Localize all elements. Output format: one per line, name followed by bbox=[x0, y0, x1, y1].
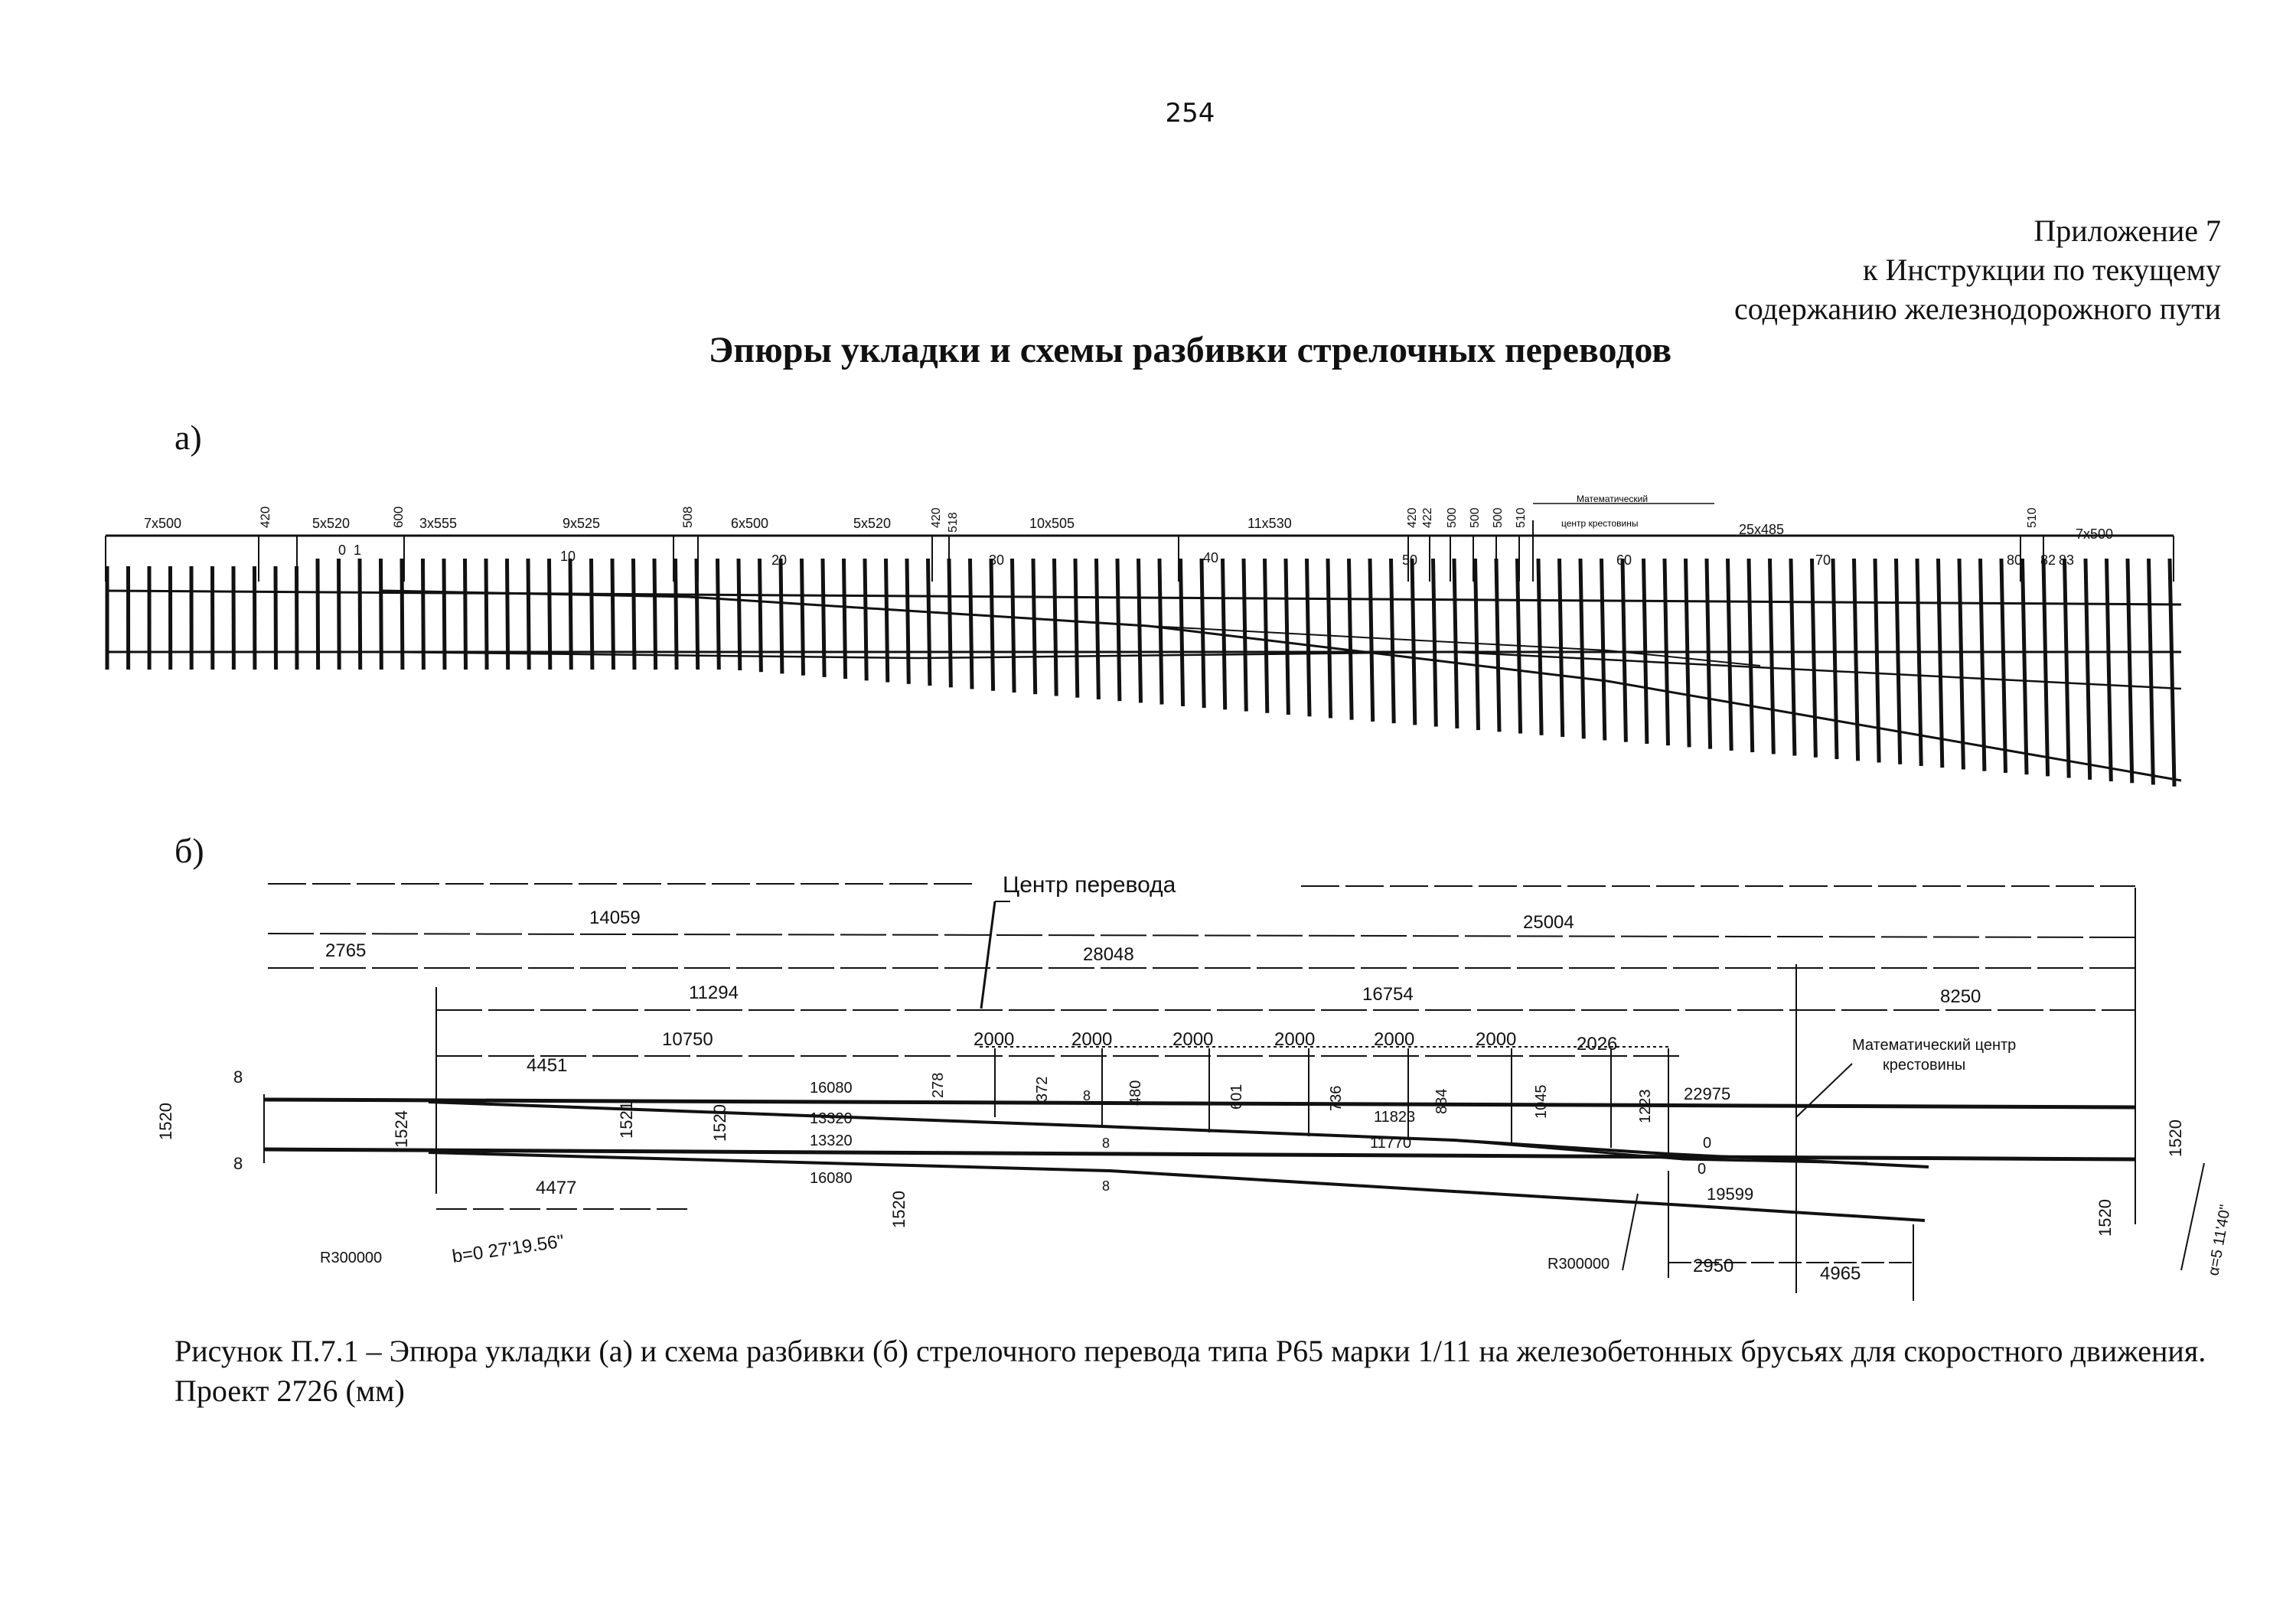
radius-left: R300000 bbox=[320, 1250, 383, 1266]
tie bbox=[1286, 559, 1288, 715]
page-number: 254 bbox=[1165, 98, 1215, 129]
tie bbox=[2086, 559, 2090, 780]
tie-number-0: 0 bbox=[338, 543, 347, 558]
tie bbox=[844, 559, 846, 679]
dim-1520-right: 1520 bbox=[2166, 1119, 2185, 1157]
tie bbox=[928, 559, 930, 686]
tie-number-10: 10 bbox=[560, 549, 576, 564]
tie bbox=[1349, 559, 1352, 720]
tie bbox=[1981, 559, 1985, 771]
tie-number-80: 80 bbox=[2007, 552, 2023, 568]
tie bbox=[1391, 559, 1394, 723]
tie bbox=[1055, 559, 1057, 696]
spacing-5x520-b: 5x520 bbox=[853, 516, 892, 531]
tie-number-70: 70 bbox=[1815, 552, 1831, 568]
spacing-510-b: 510 bbox=[2026, 507, 2039, 528]
mark-8-center-3: 8 bbox=[1102, 1178, 1110, 1194]
tie bbox=[1139, 559, 1141, 702]
tie bbox=[1854, 559, 1858, 761]
spacing-7x500-left: 7x500 bbox=[144, 516, 182, 531]
dim-372: 372 bbox=[1034, 1076, 1051, 1102]
dim-2000-3: 2000 bbox=[1172, 1029, 1214, 1050]
spacing-420-c: 420 bbox=[1406, 507, 1419, 528]
dim-1520-left: 1520 bbox=[156, 1103, 175, 1140]
dim-22975: 22975 bbox=[1684, 1084, 1731, 1103]
dim-10750: 10750 bbox=[662, 1029, 713, 1050]
dim-16080-bottom: 16080 bbox=[810, 1170, 853, 1187]
dim-480: 480 bbox=[1127, 1080, 1144, 1106]
tie bbox=[1791, 559, 1795, 756]
tie bbox=[1370, 559, 1373, 722]
tie bbox=[907, 559, 908, 684]
spacing-420-a: 420 bbox=[258, 506, 272, 528]
math-center-note-line1: Математический bbox=[1577, 494, 1649, 504]
appendix-line-3: содержанию железнодорожного пути bbox=[1733, 292, 2221, 326]
spacing-7x500-right: 7x500 bbox=[2076, 526, 2114, 542]
tie bbox=[739, 559, 740, 670]
tie bbox=[1117, 559, 1120, 701]
tie-number-30: 30 bbox=[989, 552, 1005, 568]
mark-8-center-2: 8 bbox=[1102, 1136, 1110, 1151]
tie bbox=[970, 559, 973, 689]
dim-601: 601 bbox=[1228, 1084, 1245, 1110]
tie bbox=[2107, 559, 2112, 781]
center-label: Центр перевода bbox=[1003, 872, 1176, 898]
dim-14059: 14059 bbox=[589, 908, 641, 928]
dim-1045: 1045 bbox=[1533, 1084, 1550, 1119]
dim-13320-top: 13320 bbox=[810, 1110, 853, 1127]
dim-2000-5: 2000 bbox=[1374, 1029, 1415, 1050]
tie bbox=[1770, 559, 1774, 754]
dim-25004: 25004 bbox=[1523, 912, 1574, 933]
dim-2950: 2950 bbox=[1693, 1256, 1734, 1276]
angle-alpha-label: α=5 11'40" bbox=[2205, 1203, 2235, 1277]
tie bbox=[297, 566, 298, 670]
spacing-5x520-a: 5x520 bbox=[312, 516, 351, 531]
tie bbox=[1328, 559, 1331, 719]
math-center-line1: Математический центр bbox=[1852, 1037, 2017, 1054]
mark-0-lower: 0 bbox=[1698, 1161, 1707, 1178]
tie bbox=[1307, 559, 1310, 716]
tie bbox=[1244, 559, 1246, 712]
tie bbox=[2170, 559, 2174, 787]
dim-1223: 1223 bbox=[1637, 1089, 1654, 1123]
dim-2000-1: 2000 bbox=[974, 1029, 1015, 1050]
panel-b-label: б) bbox=[174, 831, 204, 870]
tie bbox=[1265, 559, 1267, 713]
tie bbox=[1075, 559, 1078, 698]
tie-number-82: 82 bbox=[2040, 552, 2056, 568]
dim-19599: 19599 bbox=[1707, 1185, 1754, 1204]
dim-4451: 4451 bbox=[527, 1055, 568, 1076]
tie bbox=[1181, 559, 1183, 706]
tie-number-83: 83 bbox=[2059, 552, 2075, 568]
dim-2000-2: 2000 bbox=[1071, 1029, 1113, 1050]
dim-4965: 4965 bbox=[1820, 1263, 1861, 1284]
dim-11294: 11294 bbox=[689, 983, 739, 1003]
panel-a-label: а) bbox=[174, 418, 202, 457]
tie bbox=[2065, 559, 2069, 778]
dim-4477: 4477 bbox=[536, 1178, 577, 1198]
tie bbox=[1749, 559, 1753, 752]
spacing-510-a: 510 bbox=[1515, 507, 1528, 528]
tie bbox=[1959, 559, 1963, 770]
tie bbox=[1623, 559, 1626, 742]
tie-number-40: 40 bbox=[1203, 550, 1219, 565]
tie bbox=[1939, 559, 1942, 768]
dim-884: 884 bbox=[1433, 1088, 1450, 1114]
spacing-3x555: 3x555 bbox=[419, 516, 458, 531]
spacing-11x530: 11x530 bbox=[1247, 516, 1292, 531]
spacing-600: 600 bbox=[391, 506, 406, 528]
spacing-25x485: 25x485 bbox=[1739, 522, 1785, 537]
dim-2000-6: 2000 bbox=[1476, 1029, 1517, 1050]
dim-1520-far: 1520 bbox=[2095, 1199, 2115, 1237]
tie bbox=[2149, 559, 2154, 785]
tie-number-20: 20 bbox=[771, 552, 788, 568]
spacing-9x525: 9x525 bbox=[563, 516, 601, 531]
dim-8250: 8250 bbox=[1940, 986, 1981, 1007]
tie bbox=[2128, 559, 2132, 783]
appendix-line-1: Приложение 7 bbox=[2033, 213, 2221, 248]
dim-2026: 2026 bbox=[1577, 1034, 1618, 1054]
dim-13320-bottom: 13320 bbox=[810, 1133, 853, 1149]
panel-a-tie-layout bbox=[106, 494, 2181, 787]
tie-number-50: 50 bbox=[1402, 552, 1418, 568]
dim-11823: 11823 bbox=[1374, 1109, 1416, 1126]
spacing-422: 422 bbox=[1421, 507, 1434, 528]
tie bbox=[991, 559, 993, 691]
tie bbox=[1454, 559, 1457, 728]
tie-number-1: 1 bbox=[354, 543, 362, 558]
tie bbox=[760, 559, 762, 672]
dim-1524: 1524 bbox=[392, 1110, 411, 1148]
spacing-518: 518 bbox=[947, 512, 960, 533]
document-title: Эпюры укладки и схемы разбивки стрелочных переводов bbox=[708, 330, 1672, 370]
figure-caption: Рисунок П.7.1 – Эпюра укладки (а) и схема разбивки (б) стрелочного перевода типа Р65 марки 1/11 на железобетонных брусьях для скоростного движения. Проект 2726 (мм) bbox=[174, 1334, 2206, 1408]
dim-1520-low: 1520 bbox=[889, 1191, 908, 1228]
tie bbox=[949, 559, 951, 687]
tie bbox=[2043, 559, 2048, 776]
tie bbox=[886, 559, 888, 683]
tie bbox=[1728, 559, 1732, 751]
dim-16754: 16754 bbox=[1362, 984, 1414, 1005]
spacing-10x505: 10x505 bbox=[1029, 516, 1075, 531]
dim-1521: 1521 bbox=[617, 1101, 636, 1139]
tie bbox=[802, 559, 804, 676]
tie bbox=[2001, 559, 2006, 773]
mark-8-top-left: 8 bbox=[233, 1067, 243, 1087]
tie bbox=[1412, 559, 1415, 725]
spacing-6x500: 6x500 bbox=[731, 516, 769, 531]
dim-16080-top: 16080 bbox=[810, 1080, 853, 1097]
spacing-420-b: 420 bbox=[930, 507, 943, 528]
tie bbox=[1896, 559, 1900, 764]
tie bbox=[1433, 559, 1437, 727]
tie bbox=[1033, 559, 1035, 694]
tie bbox=[2023, 559, 2027, 774]
angle-b-label: b=0 27'19.56" bbox=[451, 1230, 566, 1267]
mark-8-bottom-left: 8 bbox=[233, 1154, 243, 1173]
dim-1520-mid: 1520 bbox=[710, 1104, 729, 1142]
tie bbox=[1875, 559, 1879, 763]
mark-0-upper: 0 bbox=[1703, 1135, 1712, 1152]
tie bbox=[1833, 559, 1837, 759]
spacing-500-c: 500 bbox=[1492, 507, 1505, 528]
spacing-500-a: 500 bbox=[1446, 507, 1459, 528]
spacing-500-b: 500 bbox=[1469, 507, 1482, 528]
dim-2000-4: 2000 bbox=[1274, 1029, 1316, 1050]
appendix-line-2: к Инструкции по текущему bbox=[1863, 253, 2221, 287]
radius-right: R300000 bbox=[1548, 1256, 1610, 1273]
tie bbox=[1013, 559, 1015, 693]
dim-278: 278 bbox=[930, 1072, 947, 1098]
tie bbox=[823, 559, 824, 677]
math-center-line2: крестовины bbox=[1883, 1057, 1966, 1074]
spacing-508: 508 bbox=[680, 506, 695, 528]
dim-11770: 11770 bbox=[1370, 1135, 1412, 1152]
dim-2765: 2765 bbox=[325, 940, 367, 961]
math-center-note-line2: центр крестовины bbox=[1561, 518, 1639, 529]
tie bbox=[865, 559, 866, 680]
tie bbox=[1476, 559, 1479, 730]
tie-number-60: 60 bbox=[1616, 552, 1632, 568]
tie bbox=[1097, 559, 1099, 699]
dim-28048: 28048 bbox=[1083, 944, 1134, 965]
dim-736: 736 bbox=[1328, 1085, 1345, 1111]
tie bbox=[1707, 559, 1711, 749]
tie bbox=[1159, 559, 1162, 705]
tie bbox=[1812, 559, 1816, 758]
mark-8-center-1: 8 bbox=[1083, 1088, 1091, 1103]
